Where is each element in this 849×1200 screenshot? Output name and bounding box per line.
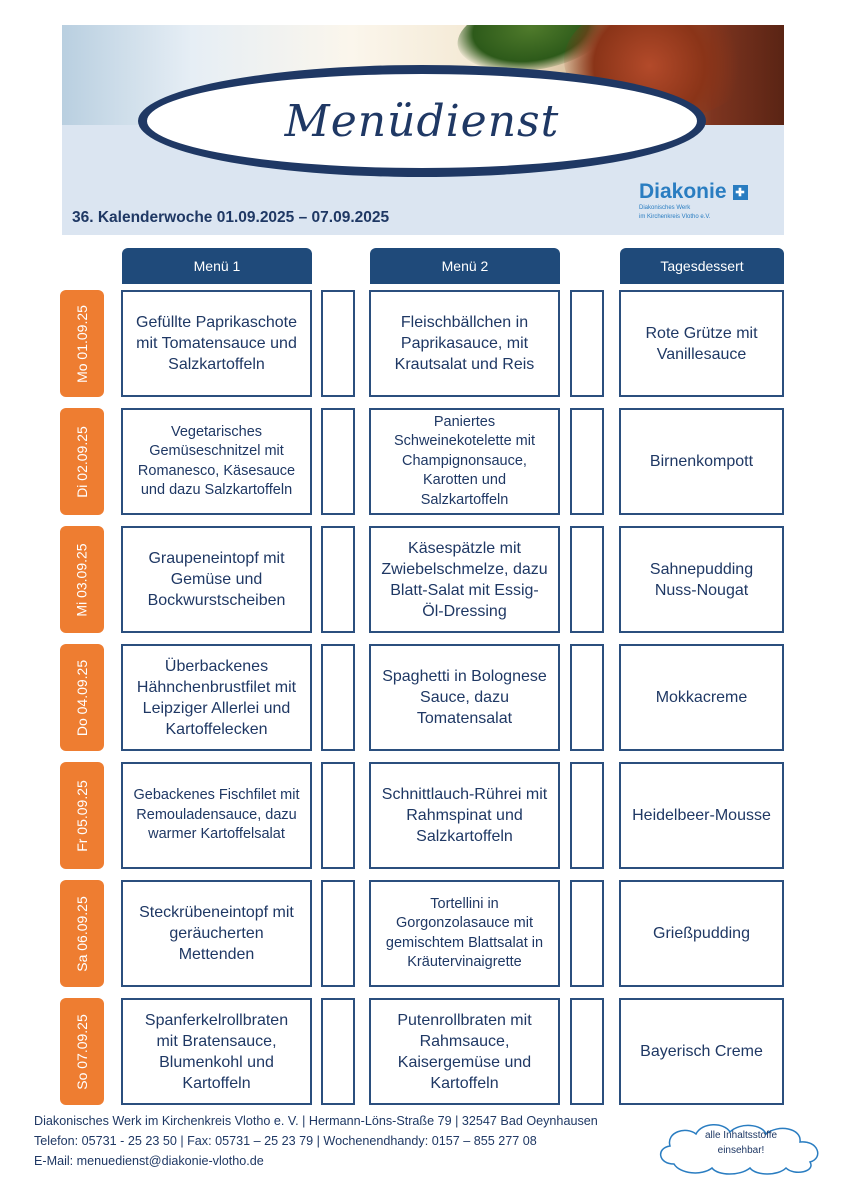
cloud-note: [652, 1128, 830, 1158]
day-tab: [60, 762, 104, 869]
dessert-cell: Mokkacreme: [619, 644, 784, 751]
title-oval: [138, 65, 706, 177]
day-label: Di 02.09.25: [74, 425, 91, 498]
menu2-checkbox[interactable]: [570, 408, 604, 515]
week-heading: 36. Kalenderwoche 01.09.2025 – 07.09.2025: [72, 209, 390, 226]
menu2-cell: Putenrollbraten mit Rahmsauce, Kaisergemüse und Kartoffeln: [369, 998, 560, 1105]
menu1-checkbox[interactable]: [321, 998, 355, 1105]
menu2-cell: Spaghetti in Bolognese Sauce, dazu Tomatensalat: [369, 644, 560, 751]
cloud-note-line2: einsehbar!: [717, 1145, 765, 1156]
menu2-cell: Fleischbällchen in Paprikasauce, mit Krautsalat und Reis: [369, 290, 560, 397]
menu2-checkbox[interactable]: [570, 998, 604, 1105]
day-tab: [60, 998, 104, 1105]
column-header-menu1: Menü 1: [122, 248, 312, 284]
logo-subtitle-2: im Kirchenkreis Vlotho e.V.: [639, 214, 711, 220]
menu1-cell: Gebackenes Fischfilet mit Remouladensauce, dazu warmer Kartoffelsalat: [121, 762, 312, 869]
menu1-cell: Gefüllte Paprikaschote mit Tomatensauce und Salzkartoffeln: [121, 290, 312, 397]
menu2-cell: Schnittlauch-Rührei mit Rahmspinat und Salzkartoffeln: [369, 762, 560, 869]
footer-contact: [34, 1111, 598, 1171]
dessert-cell: Sahnepudding Nuss-Nougat: [619, 526, 784, 633]
day-label: Fr 05.09.25: [74, 779, 91, 852]
menu2-cell: Tortellini in Gorgonzolasauce mit gemischtem Blattsalat in Kräutervinaigrette: [369, 880, 560, 987]
day-tab: [60, 880, 104, 987]
menu2-checkbox[interactable]: [570, 644, 604, 751]
footer-phone: Telefon: 05731 - 25 23 50 | Fax: 05731 – 25 23 79 | Wochenendhandy: 0157 – 855 277 08: [34, 1134, 537, 1148]
dessert-cell: Rote Grütze mit Vanillesauce: [619, 290, 784, 397]
day-label: Mo 01.09.25: [74, 304, 90, 383]
menu2-checkbox[interactable]: [570, 762, 604, 869]
day-tab: [60, 290, 104, 397]
day-label: Sa 06.09.25: [74, 895, 91, 972]
logo-subtitle-1: Diakonisches Werk: [639, 205, 691, 211]
day-tab: [60, 408, 104, 515]
day-tab: [60, 526, 104, 633]
menu1-cell: Überbackenes Hähnchenbrustfilet mit Leipziger Allerlei und Kartoffelecken: [121, 644, 312, 751]
menu2-checkbox[interactable]: [570, 526, 604, 633]
day-label: Mi 03.09.25: [74, 542, 91, 617]
menu1-cell: Graupeneintopf mit Gemüse und Bockwurstscheiben: [121, 526, 312, 633]
day-label: So 07.09.25: [74, 1013, 91, 1090]
column-header-dessert: Tagesdessert: [620, 248, 784, 284]
column-header-menu2: Menü 2: [370, 248, 560, 284]
day-tab: [60, 644, 104, 751]
cloud-note-line1: alle Inhaltsstoffe: [704, 1130, 778, 1141]
menu2-cell: Käsespätzle mit Zwiebelschmelze, dazu Blatt-Salat mit Essig-Öl-Dressing: [369, 526, 560, 633]
dessert-cell: Grießpudding: [619, 880, 784, 987]
menu1-checkbox[interactable]: [321, 526, 355, 633]
menu1-checkbox[interactable]: [321, 408, 355, 515]
diakonie-logo: [639, 181, 779, 221]
logo-wordmark: Diakonie: [639, 180, 727, 203]
menu1-cell: Spanferkelrollbraten mit Bratensauce, Blumenkohl und Kartoffeln: [121, 998, 312, 1105]
day-label: Do 04.09.25: [74, 659, 91, 736]
dessert-cell: Heidelbeer-Mousse: [619, 762, 784, 869]
menu1-checkbox[interactable]: [321, 880, 355, 987]
dessert-cell: Bayerisch Creme: [619, 998, 784, 1105]
footer-address: Diakonisches Werk im Kirchenkreis Vlotho e. V. | Hermann-Löns-Straße 79 | 32547 Bad Oeynhausen: [34, 1114, 598, 1128]
menu2-checkbox[interactable]: [570, 880, 604, 987]
footer-email[interactable]: E-Mail: menuedienst@diakonie-vlotho.de: [34, 1154, 264, 1168]
menu1-checkbox[interactable]: [321, 644, 355, 751]
menu2-checkbox[interactable]: [570, 290, 604, 397]
diakonie-cross-icon: ✚: [733, 185, 748, 200]
menu1-cell: Vegetarisches Gemüseschnitzel mit Romanesco, Käsesauce und dazu Salzkartoffeln: [121, 408, 312, 515]
dessert-cell: Birnenkompott: [619, 408, 784, 515]
menu1-checkbox[interactable]: [321, 762, 355, 869]
page-title: Menüdienst: [284, 95, 560, 147]
menu2-cell: Paniertes Schweinekotelette mit Champignonsauce, Karotten und Salzkartoffeln: [369, 408, 560, 515]
menu1-cell: Steckrübeneintopf mit geräucherten Mettenden: [121, 880, 312, 987]
menu1-checkbox[interactable]: [321, 290, 355, 397]
